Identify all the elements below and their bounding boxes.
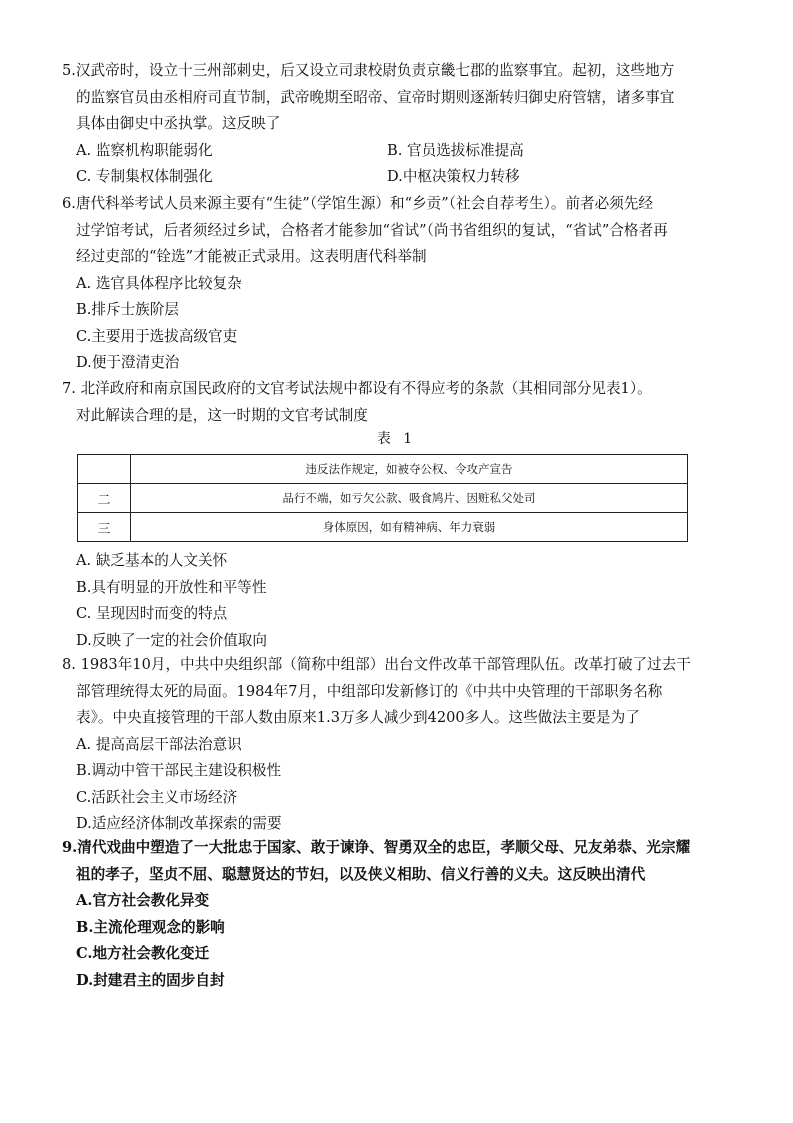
table-row: [78, 484, 688, 513]
question-8: [62, 652, 702, 838]
question-8-option-a[interactable]: A. 提高高层干部法治意识: [76, 735, 242, 753]
question-6-option-b[interactable]: B.排斥士族阶层: [76, 301, 179, 318]
question-6: [62, 191, 702, 377]
question-6-stem-line-3: 经过吏部的“铨选”才能被正式录用。这表明唐代科举制: [76, 248, 427, 265]
question-5-options-row-2: [62, 164, 702, 191]
question-8-option-d[interactable]: D.适应经济体制改革探索的需要: [76, 815, 282, 832]
table-row-index: 三: [78, 513, 131, 542]
table-1: [77, 454, 688, 542]
table-row-text: 违反法作规定，如被夺公权、令攻产宣告: [131, 455, 688, 484]
question-9: [62, 835, 702, 994]
question-8-option-b[interactable]: B.调动中管干部民主建设积极性: [76, 762, 282, 779]
question-7-options: [62, 548, 702, 654]
question-5-options-row-1: [62, 138, 702, 165]
question-7-option-b[interactable]: B.具有明显的开放性和平等性: [76, 578, 267, 596]
question-7-stem-line-2: 对此解读合理的是，这一时期的文官考试制度: [76, 406, 368, 424]
question-7-option-c[interactable]: C. 呈现因时而变的特点: [76, 605, 228, 622]
table-row-text: 品行不端，如亏欠公款、吸食鸠片、因赃私父处司: [131, 484, 688, 513]
table-1-caption: 表 1: [376, 431, 417, 447]
question-8-option-c[interactable]: C.活跃社会主义市场经济: [76, 788, 238, 806]
question-6-option-d[interactable]: D.便于澄清吏治: [76, 354, 180, 371]
question-6-option-a[interactable]: A. 选官具体程序比较复杂: [76, 274, 242, 292]
table-row: [78, 455, 688, 484]
question-5-stem-line-1: 5.汉武帝时，设立十三州部刺史，后又设立司隶校尉负责京畿七郡的监察事宜。起初，这些地方: [62, 62, 675, 79]
question-9-stem-line-2: 祖的孝子，坚贞不屈、聪慧贤达的节妇，以及侠义相助、信义行善的义夫。这反映出清代: [76, 865, 646, 883]
question-7: [62, 376, 702, 429]
question-6-stem-line-2: 过学馆考试，后者须经过乡试，合格者才能参加“省试”（尚书省组织的复试，“省试”合格者再: [76, 221, 668, 239]
table-row-text: 身体原因，如有精神病、年力衰弱: [131, 513, 688, 542]
question-6-stem-line-1: 6.唐代科举考试人员来源主要有“生徒”（学馆生源）和“乡贡”（社会自荐考生）。前者必须先经: [62, 195, 654, 212]
question-5-option-d[interactable]: D.中枢决策权力转移: [387, 168, 520, 185]
table-row-index: 二: [78, 484, 131, 513]
question-5-stem-line-3: 具体由御史中丞执掌。这反映了: [76, 115, 281, 132]
question-5-option-c[interactable]: C. 专制集权体制强化: [76, 168, 213, 185]
question-9-option-b[interactable]: B.主流伦理观念的影响: [76, 918, 225, 936]
question-5-option-b[interactable]: B. 官员选拔标准提高: [387, 141, 524, 159]
table-row: [78, 513, 688, 542]
table-row-index: [78, 455, 131, 484]
question-8-stem-line-3: 表》。中央直接管理的干部人数由原来1.3万多人减少到4200多人。这些做法主要是为了: [76, 709, 640, 726]
question-9-option-a[interactable]: A.官方社会教化异变: [76, 892, 210, 909]
question-7-option-a[interactable]: A. 缺乏基本的人文关怀: [76, 552, 228, 569]
question-8-stem-line-1: 8. 1983年10月，中共中央组织部（简称中组部）出台文件改革干部管理队伍。改革打破了过去干: [62, 656, 691, 673]
question-7-option-d[interactable]: D.反映了一定的社会价值取向: [76, 631, 267, 649]
question-9-option-d[interactable]: D.封建君主的固步自封: [76, 971, 225, 989]
question-5-option-a[interactable]: A. 监察机构职能弱化: [76, 141, 213, 159]
question-5: [62, 58, 702, 191]
question-6-option-c[interactable]: C.主要用于选拔高级官吏: [76, 327, 238, 345]
question-9-option-c[interactable]: C.地方社会教化变迁: [76, 945, 210, 962]
question-8-stem-line-2: 部管理统得太死的局面。1984年7月，中组部印发新修订的《中共中央管理的干部职务名称: [76, 682, 663, 700]
question-5-stem-line-2: 的监察官员由丞相府司直节制，武帝晚期至昭帝、宣帝时期则逐渐转归御史府管辖，诸多事宜: [76, 88, 675, 106]
question-9-stem-line-1: 9.清代戏曲中塑造了一大批忠于国家、敢于谏诤、智勇双全的忠臣，孝顺父母、兄友弟恭、光宗耀: [62, 839, 691, 856]
question-7-stem-line-1: 7. 北洋政府和南京国民政府的文官考试法规中都设有不得应考的条款（其相同部分见表1）。: [62, 380, 652, 397]
